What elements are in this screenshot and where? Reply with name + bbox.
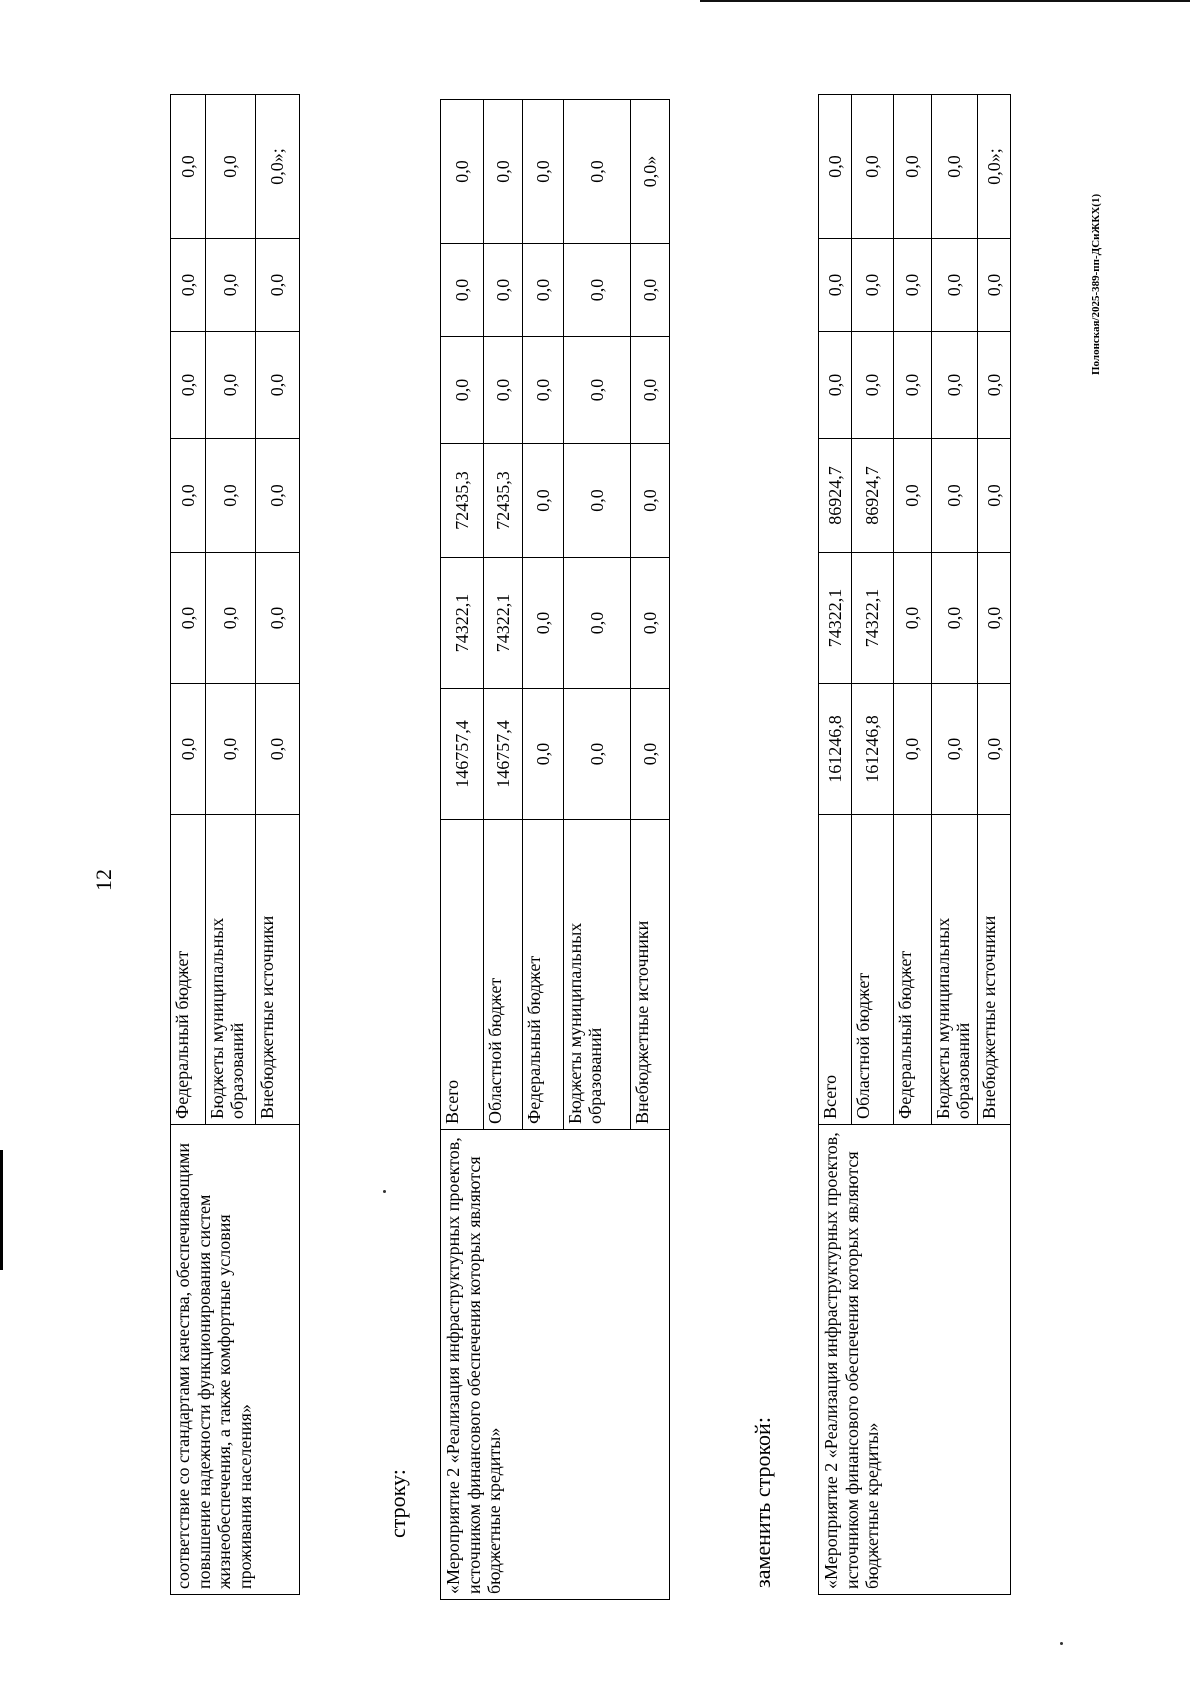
value-cell: 0,0 xyxy=(206,95,256,239)
funding-source-cell: Областной бюджет xyxy=(484,820,523,1130)
value-cell: 0,0 xyxy=(523,689,564,820)
value-cell: 0,0 xyxy=(484,100,523,244)
value-cell: 0,0 xyxy=(978,684,1011,815)
value-cell: 0,0 xyxy=(484,337,523,444)
label-zamenit: заменить строкой: xyxy=(750,1417,775,1588)
value-cell: 0,0 xyxy=(978,553,1011,684)
value-cell: 0,0 xyxy=(894,684,932,815)
value-cell: 0,0 xyxy=(206,239,256,332)
value-cell: 0,0»; xyxy=(256,95,300,239)
value-cell: 0,0»; xyxy=(978,95,1011,239)
scan-dot xyxy=(1060,1642,1063,1645)
value-cell: 0,0 xyxy=(894,439,932,553)
funding-source-cell: Областной бюджет xyxy=(852,815,894,1125)
scan-edge xyxy=(0,1150,3,1270)
value-cell: 74322,1 xyxy=(819,553,852,684)
value-cell: 0,0 xyxy=(819,332,852,439)
value-cell: 0,0 xyxy=(523,337,564,444)
value-cell: 0,0 xyxy=(819,239,852,332)
value-cell: 0,0 xyxy=(171,332,206,439)
value-cell: 0,0» xyxy=(631,100,670,244)
table-new-row xyxy=(818,95,1011,1595)
value-cell: 0,0 xyxy=(171,239,206,332)
table-previous-rows xyxy=(170,95,300,1595)
value-cell: 146757,4 xyxy=(441,689,484,820)
funding-source-cell: Внебюджетные источники xyxy=(631,820,670,1130)
value-cell: 0,0 xyxy=(564,337,631,444)
value-cell: 0,0 xyxy=(523,100,564,244)
value-cell: 0,0 xyxy=(564,244,631,337)
funding-source-cell: Федеральный бюджет xyxy=(894,815,932,1125)
funding-source-cell: Внебюджетные источники xyxy=(978,815,1011,1125)
value-cell: 0,0 xyxy=(256,553,300,684)
value-cell: 0,0 xyxy=(171,95,206,239)
value-cell: 0,0 xyxy=(978,239,1011,332)
funding-source-cell: Всего xyxy=(441,820,484,1130)
scan-edge xyxy=(700,0,1190,2)
table-old-row xyxy=(440,100,670,1600)
value-cell: 0,0 xyxy=(523,558,564,689)
funding-source-cell: Бюджеты муниципальных образований xyxy=(206,815,256,1125)
table-row xyxy=(819,95,852,1595)
page-number: 12 xyxy=(91,869,116,891)
value-cell: 0,0 xyxy=(171,439,206,553)
value-cell: 0,0 xyxy=(932,553,978,684)
value-cell: 0,0 xyxy=(932,239,978,332)
funding-source-cell: Федеральный бюджет xyxy=(171,815,206,1125)
value-cell: 0,0 xyxy=(441,100,484,244)
value-cell: 146757,4 xyxy=(484,689,523,820)
value-cell: 86924,7 xyxy=(819,439,852,553)
value-cell: 0,0 xyxy=(852,239,894,332)
value-cell: 72435,3 xyxy=(484,444,523,558)
event-name-cell: «Мероприятие 2 «Реализация инфраструктурных проектов, источником финансового обеспечения которых являются бюджетные кредиты» xyxy=(441,1130,670,1600)
event-name-cell: «Мероприятие 2 «Реализация инфраструктурных проектов, источником финансового обеспечения которых являются бюджетные кредиты» xyxy=(819,1125,1011,1595)
event-name-cell: соответствие со стандартами качества, обеспечивающими повышение надежности функционирования систем жизнеобеспечения, а также комфортные условия проживания населения» xyxy=(171,1125,300,1595)
funding-source-cell: Внебюджетные источники xyxy=(256,815,300,1125)
value-cell: 0,0 xyxy=(894,553,932,684)
value-cell: 0,0 xyxy=(564,558,631,689)
value-cell: 0,0 xyxy=(932,95,978,239)
table-row xyxy=(441,100,484,1600)
value-cell: 0,0 xyxy=(523,244,564,337)
funding-source-cell: Бюджеты муниципальных образований xyxy=(564,820,631,1130)
value-cell: 0,0 xyxy=(978,439,1011,553)
value-cell: 0,0 xyxy=(564,444,631,558)
value-cell: 0,0 xyxy=(256,684,300,815)
value-cell: 0,0 xyxy=(256,439,300,553)
value-cell: 0,0 xyxy=(206,553,256,684)
label-stroku: строку: xyxy=(385,1469,410,1538)
funding-source-cell: Всего xyxy=(819,815,852,1125)
value-cell: 0,0 xyxy=(171,684,206,815)
value-cell: 0,0 xyxy=(206,439,256,553)
value-cell: 0,0 xyxy=(564,100,631,244)
value-cell: 0,0 xyxy=(564,689,631,820)
value-cell: 0,0 xyxy=(978,332,1011,439)
funding-source-cell: Бюджеты муниципальных образований xyxy=(932,815,978,1125)
value-cell: 0,0 xyxy=(171,553,206,684)
value-cell: 0,0 xyxy=(819,95,852,239)
value-cell: 0,0 xyxy=(631,444,670,558)
value-cell: 0,0 xyxy=(631,244,670,337)
value-cell: 0,0 xyxy=(932,684,978,815)
value-cell: 74322,1 xyxy=(441,558,484,689)
value-cell: 0,0 xyxy=(256,332,300,439)
value-cell: 74322,1 xyxy=(484,558,523,689)
value-cell: 161246,8 xyxy=(819,684,852,815)
value-cell: 0,0 xyxy=(852,332,894,439)
value-cell: 0,0 xyxy=(894,332,932,439)
value-cell: 0,0 xyxy=(631,558,670,689)
value-cell: 0,0 xyxy=(441,337,484,444)
value-cell: 161246,8 xyxy=(852,684,894,815)
value-cell: 0,0 xyxy=(852,95,894,239)
funding-source-cell: Федеральный бюджет xyxy=(523,820,564,1130)
value-cell: 0,0 xyxy=(206,684,256,815)
value-cell: 0,0 xyxy=(932,332,978,439)
value-cell: 0,0 xyxy=(932,439,978,553)
value-cell: 0,0 xyxy=(631,337,670,444)
value-cell: 0,0 xyxy=(631,689,670,820)
value-cell: 0,0 xyxy=(894,95,932,239)
value-cell: 0,0 xyxy=(256,239,300,332)
value-cell: 0,0 xyxy=(206,332,256,439)
table-row xyxy=(171,95,206,1595)
value-cell: 0,0 xyxy=(484,244,523,337)
value-cell: 74322,1 xyxy=(852,553,894,684)
scan-dot xyxy=(383,1190,386,1193)
value-cell: 86924,7 xyxy=(852,439,894,553)
value-cell: 0,0 xyxy=(441,244,484,337)
value-cell: 72435,3 xyxy=(441,444,484,558)
document-footer: Полонская/2025-389-пп-ДСиЖКХ(1) xyxy=(1090,193,1102,375)
value-cell: 0,0 xyxy=(894,239,932,332)
value-cell: 0,0 xyxy=(523,444,564,558)
